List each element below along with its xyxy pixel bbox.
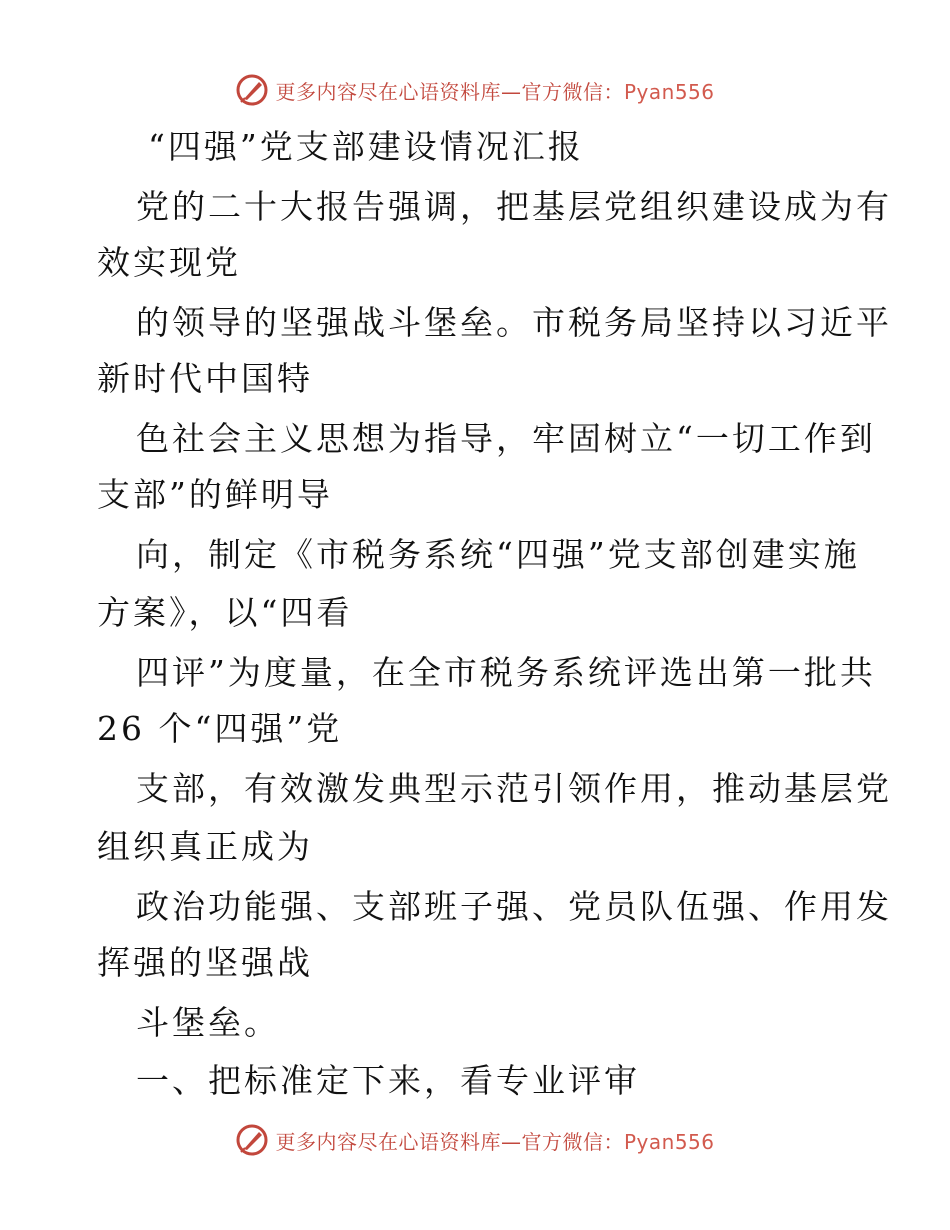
watermark-text: 更多内容尽在心语资料库—官方微信：Pyan556 — [275, 1129, 715, 1154]
text-line: 支部”的鲜明导 — [97, 475, 333, 514]
text-line: 的领导的坚强战斗堡垒。市税务局坚持以习近平 — [136, 303, 892, 342]
feather-pen-icon — [235, 1123, 269, 1157]
watermark-text: 更多内容尽在心语资料库—官方微信：Pyan556 — [275, 79, 715, 104]
text-line: 支部，有效激发典型示范引领作用，推动基层党 — [136, 769, 892, 808]
text-line: 组织真正成为 — [97, 827, 313, 866]
text-line: 新时代中国特 — [97, 359, 313, 398]
text-line: 26 个“四强”党 — [97, 709, 343, 748]
section-heading: 一、把标准定下来，看专业评审 — [136, 1061, 640, 1100]
document-title: “四强”党支部建设情况汇报 — [148, 127, 584, 166]
watermark-id: Pyan556 — [623, 79, 715, 104]
text-line: 色社会主义思想为指导，牢固树立“一切工作到 — [136, 419, 876, 458]
feather-pen-icon — [235, 73, 269, 107]
text-line: 效实现党 — [97, 243, 241, 282]
watermark-footer — [0, 1122, 950, 1158]
text-line: 斗堡垒。 — [136, 1003, 280, 1042]
text-line: 政治功能强、支部班子强、党员队伍强、作用发 — [136, 887, 892, 926]
watermark-id: Pyan556 — [623, 1129, 715, 1154]
text-line: 方案》，以“四看 — [97, 593, 353, 632]
text-line: 党的二十大报告强调，把基层党组织建设成为有 — [136, 187, 892, 226]
watermark-header — [0, 72, 950, 108]
text-line: 向，制定《市税务系统“四强”党支部创建实施 — [136, 535, 860, 574]
text-line: 四评”为度量，在全市税务系统评选出第一批共 — [136, 653, 876, 692]
text-line: 挥强的坚强战 — [97, 943, 313, 982]
